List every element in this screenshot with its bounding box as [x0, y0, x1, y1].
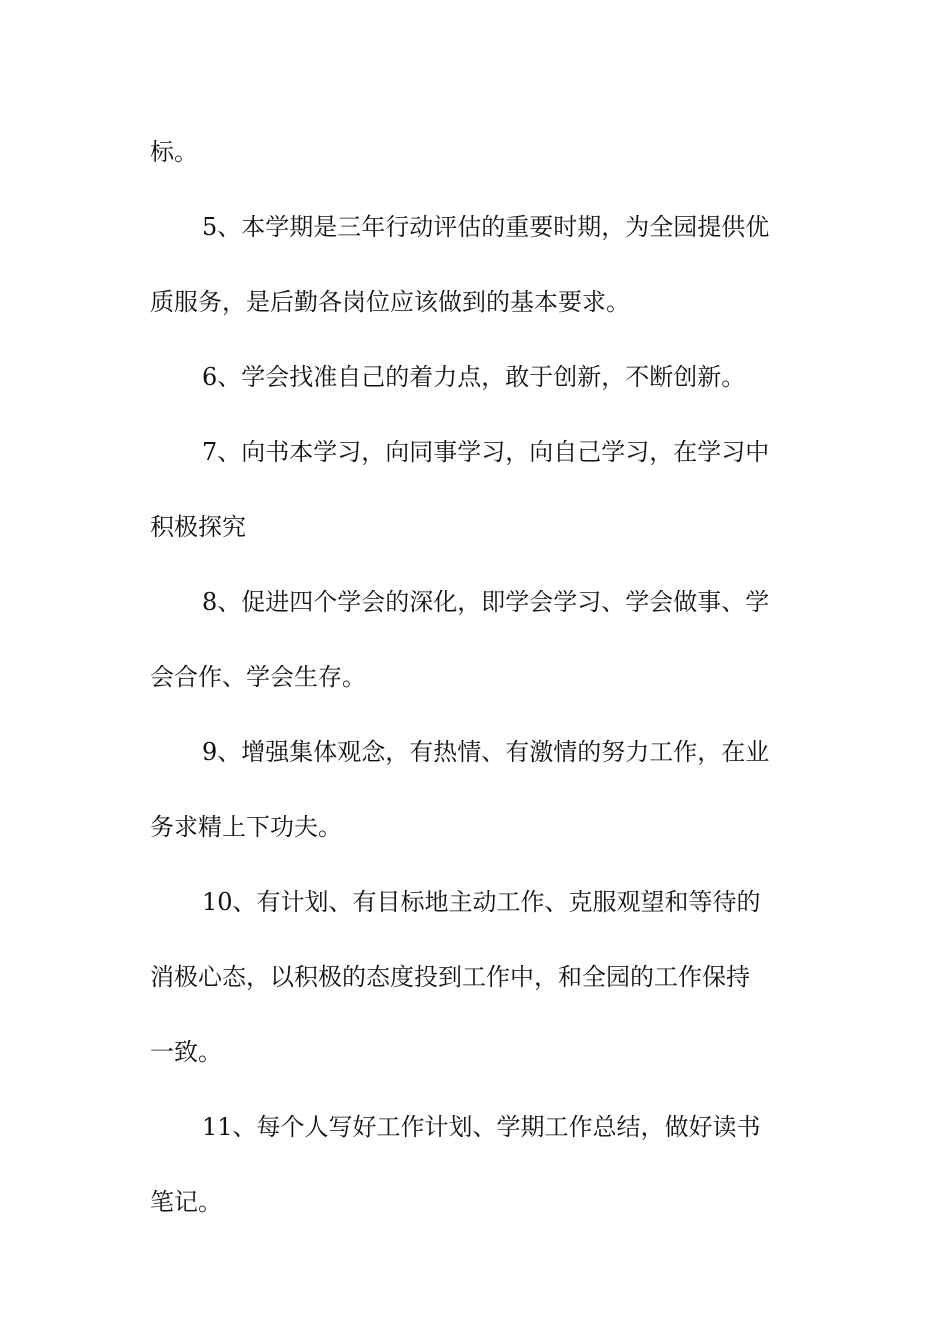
text-line: 笔记。: [150, 1188, 222, 1216]
text-line: 质服务，是后勤各岗位应该做到的基本要求。: [150, 288, 630, 316]
text-line: 10、有计划、有目标地主动工作、克服观望和等待的: [202, 888, 761, 916]
text-line: 一致。: [150, 1038, 222, 1066]
document-body: [150, 115, 810, 1240]
text-line: 标。: [150, 138, 198, 166]
text-line: 8、促进四个学会的深化，即学会学习、学会做事、学: [202, 588, 770, 616]
text-line: 11、每个人写好工作计划、学期工作总结，做好读书: [202, 1113, 761, 1141]
text-line: 务求精上下功夫。: [150, 813, 342, 841]
text-line: 7、向书本学习，向同事学习，向自己学习，在学习中: [202, 438, 770, 466]
text-line: 消极心态，以积极的态度投到工作中，和全园的工作保持: [150, 963, 750, 991]
text-line: 6、学会找准自己的着力点，敢于创新，不断创新。: [202, 363, 746, 391]
text-line: 5、本学期是三年行动评估的重要时期，为全园提供优: [202, 213, 770, 241]
text-line: 会合作、学会生存。: [150, 663, 366, 691]
text-line: 9、增强集体观念，有热情、有激情的努力工作，在业: [202, 738, 770, 766]
text-line: 积极探究: [150, 513, 246, 541]
